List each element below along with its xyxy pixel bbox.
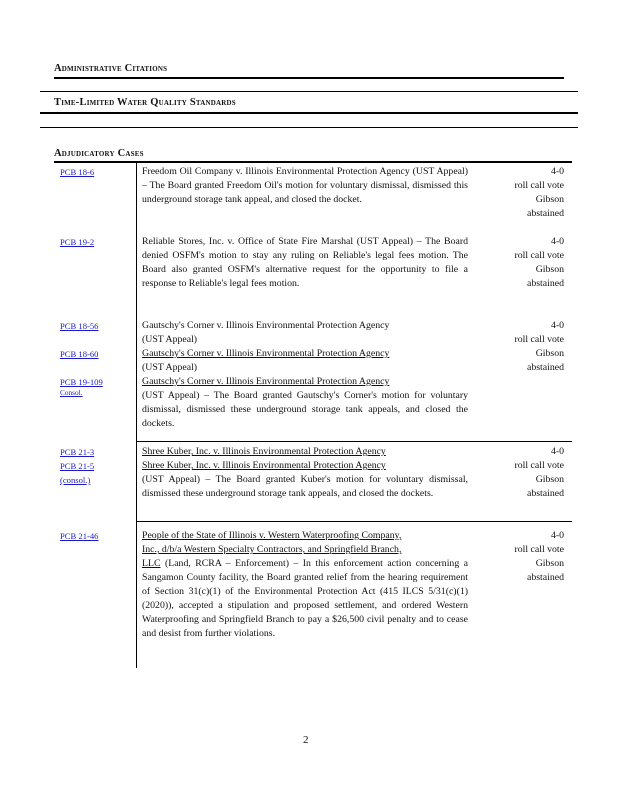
column-divider xyxy=(136,162,137,668)
header-text: Time-Limited Water Quality Standards xyxy=(54,97,236,108)
vote-tally xyxy=(488,235,564,291)
case-body-wrap xyxy=(142,557,468,641)
case-caption: (UST Appeal) xyxy=(142,362,198,373)
header-administrative-citations xyxy=(54,63,167,74)
header-text: Administrative Citations xyxy=(54,63,168,74)
case-caption: Inc., d/b/a Western Specialty Contractors, and Springfield Branch, xyxy=(142,544,402,555)
case-link-pcb-19-109[interactable]: PCB 19-109 xyxy=(60,377,103,387)
vote-note: abstained xyxy=(527,208,564,219)
vote-member: Gibson xyxy=(535,194,564,205)
case-description xyxy=(142,165,468,207)
case-title: Freedom Oil Company v. Illinois Environmental Protection Agency xyxy=(142,166,410,177)
case-link-pcb-21-46[interactable]: PCB 21-46 xyxy=(60,531,99,541)
case-caption: Gautschy's Corner v. Illinois Environmental Protection Agency xyxy=(142,376,390,387)
case-link-pcb-18-6[interactable]: PCB 18-6 xyxy=(60,167,95,177)
case-caption: Shree Kuber, Inc. v. Illinois Environmental Protection Agency xyxy=(142,460,386,471)
vote-note: abstained xyxy=(527,572,564,583)
vote-note: abstained xyxy=(527,362,564,373)
header-rule xyxy=(54,161,572,163)
case-caption: Shree Kuber, Inc. v. Illinois Environmental Protection Agency xyxy=(142,446,386,457)
case-link-pcb-21-5[interactable]: PCB 21-5 xyxy=(60,461,95,471)
vote-count: 4-0 xyxy=(550,320,564,331)
case-description xyxy=(142,235,468,291)
vote-count: 4-0 xyxy=(550,530,564,541)
case-description xyxy=(142,319,468,431)
vote-member: Gibson xyxy=(535,264,564,275)
case-caption: LLC xyxy=(142,558,161,569)
case-body: (UST Appeal) – The Board granted Kuber's motion for voluntary dismissal, dismissed these underground storage tank appeals, and closed the dockets. xyxy=(142,474,468,499)
case-body: The Board denied OSFM's motion to stay any ruling on Reliable's legal fees motion. The Board also granted OSFM's alternative request for the opportunity to file a response to Reliable's legal fees motion. xyxy=(142,236,468,289)
case-description xyxy=(142,529,468,641)
case-link-consol[interactable]: (consol.) xyxy=(60,475,91,485)
vote-type: roll call vote xyxy=(514,180,564,191)
header-text: Adjudicatory Cases xyxy=(54,148,144,159)
vote-type: roll call vote xyxy=(514,250,564,261)
case-body: (UST Appeal) – The Board granted Freedom Oil's motion for voluntary dismissal, dismissed this underground storage tank appeal, and closed the docket. xyxy=(142,166,468,205)
case-separator xyxy=(136,441,572,442)
case-title: Reliable Stores, Inc. v. Office of State Fire Marshal (UST Appeal) – xyxy=(142,236,422,247)
case-link-consol[interactable]: Consol. xyxy=(60,388,83,397)
vote-count: 4-0 xyxy=(550,166,564,177)
vote-tally xyxy=(488,319,564,375)
case-body: (UST Appeal) – The Board granted Gautschy's Corner's motion for voluntary dismissal, dismissed these underground storage tank appeals, and closed the dockets. xyxy=(142,390,468,429)
page-number: 2 xyxy=(303,734,309,746)
header-rule xyxy=(54,77,564,79)
case-caption: (UST Appeal) xyxy=(142,334,198,345)
vote-member: Gibson xyxy=(535,474,564,485)
case-caption: Gautschy's Corner v. Illinois Environmental Protection Agency xyxy=(142,348,390,359)
case-link-pcb-18-56[interactable]: PCB 18-56 xyxy=(60,321,99,331)
section-divider xyxy=(40,91,578,92)
vote-member: Gibson xyxy=(535,558,564,569)
case-separator xyxy=(136,521,572,522)
case-link-pcb-19-2[interactable]: PCB 19-2 xyxy=(60,237,95,247)
vote-type: roll call vote xyxy=(514,334,564,345)
vote-note: abstained xyxy=(527,488,564,499)
vote-note: abstained xyxy=(527,278,564,289)
case-caption: Gautschy's Corner v. Illinois Environmental Protection Agency xyxy=(142,320,390,331)
vote-tally xyxy=(488,165,564,221)
vote-tally xyxy=(488,445,564,501)
header-adjudicatory-cases xyxy=(54,148,144,159)
vote-tally xyxy=(488,529,564,585)
vote-type: roll call vote xyxy=(514,544,564,555)
header-rule xyxy=(40,112,578,114)
header-time-limited-wqs xyxy=(54,97,236,108)
vote-count: 4-0 xyxy=(550,236,564,247)
case-body: (Land, RCRA – Enforcement) – In this enforcement action concerning a Sangamon County facility, the Board granted relief from the hearing requirement of Section 31(c)(1) of the Environmental Protection Act (415 ILCS 5/31(c)(1) (2020)), accepted a stipulation and proposed settlement, and ordered Western Waterproofing and Springfield Branch to pay a $26,500 civil penalty and to cease and desist from further violations. xyxy=(142,558,468,639)
vote-member: Gibson xyxy=(535,348,564,359)
vote-type: roll call vote xyxy=(514,460,564,471)
section-divider xyxy=(40,127,578,128)
vote-count: 4-0 xyxy=(550,446,564,457)
case-link-pcb-21-3[interactable]: PCB 21-3 xyxy=(60,447,95,457)
case-link-pcb-18-60[interactable]: PCB 18-60 xyxy=(60,349,99,359)
case-caption: People of the State of Illinois v. Western Waterproofing Company, xyxy=(142,530,402,541)
case-description xyxy=(142,445,468,501)
